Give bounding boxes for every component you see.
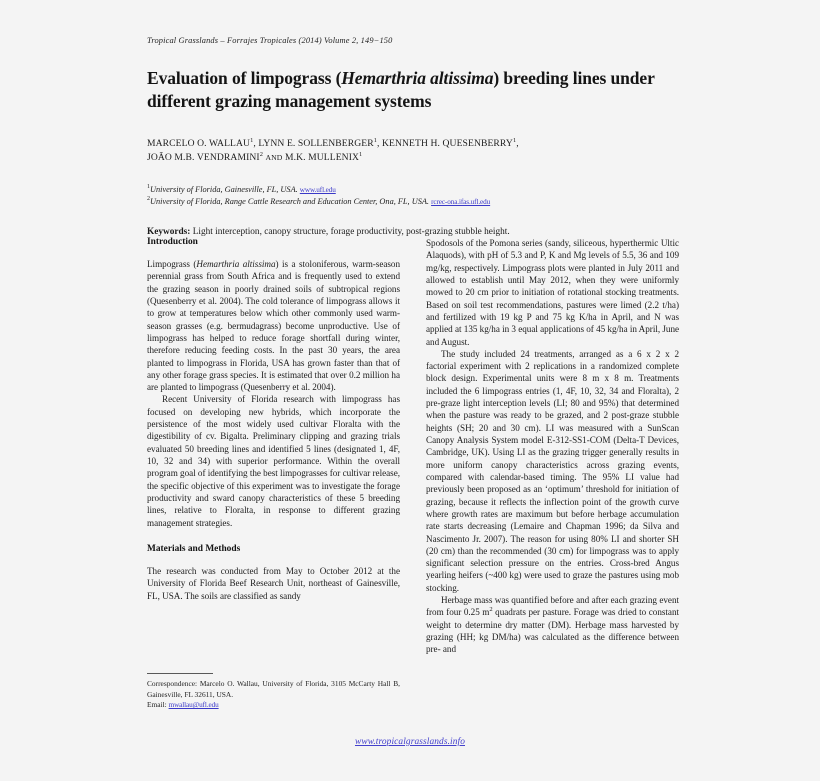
author-conjunction: AND [265, 152, 283, 162]
right-p3-superscript: 2 [489, 606, 493, 614]
right-paragraph-3 [426, 594, 679, 656]
correspondence-footnote [147, 673, 400, 711]
author-3: , KENNETH H. QUESENBERRY [377, 137, 513, 149]
keywords-value: Light interception, canopy structure, forage productivity, post-grazing stubble height. [192, 227, 510, 238]
author-line-1-comma: , [516, 137, 519, 149]
title-species-name: Hemarthria altissima [341, 68, 494, 88]
right-p3-part-1: Herbage mass was quantified before and after each grazing event from four 0.25 m [426, 595, 679, 618]
author-4: JOÃO M.B. VENDRAMINI [147, 151, 260, 163]
affiliation-1 [147, 184, 680, 197]
author-1: MARCELO O. WALLAU [147, 137, 251, 149]
right-column [426, 237, 679, 656]
affiliation-2-link[interactable]: rcrec-ona.ifas.ufl.edu [431, 198, 491, 207]
section-heading-materials-methods: Materials and Methods [147, 543, 241, 554]
author-list [147, 137, 680, 165]
right-paragraph-1: Spodosols of the Pomona series (sandy, siliceous, hyperthermic Ultic Alaquods), with pH of 5.3 and P, K and Mg levels of 5.5, 36 and 109 mg/kg, respectively. Limpograss plots were planted in July 2011 and allowed to establish until May 2012, when they were uniformly mowed to 20 cm prior to initiation of rotational stocking treatments. Based on soil test recommendations, pastures were limed (2.2 t/ha) and fertilized with 19 kg P and 75 kg K/ha in April, and N was applied at 135 kg/ha in 3 equal applications of 45 kg/ha in April, June and August. [426, 238, 680, 347]
title-part-1: Evaluation of limpograss ( [147, 68, 342, 88]
intro-paragraph-2: Recent University of Florida research with limpograss has focused on developing new hybrids, which incorporate the persistence of the most widely used cultivar Floralta with the digestibility of cv. Bigalta. Preliminary clipping and grazing trials evaluated 50 breeding lines and identified 5 lines (designated 1, 4F, 10, 32 and 34) with superior performance. Within the overall program goal of identifying the best limpograsses for cultivar release, the specific objective of this experiment was to investigate the forage productivity and sward canopy characteristics of these 5 breeding lines, relative to Floralta, in response to different grazing management strategies. [147, 394, 400, 528]
affiliation-1-link[interactable]: www.ufl.edu [299, 185, 336, 194]
affiliation-2 [147, 196, 680, 209]
intro-p1-species: Hemarthria altissima [196, 259, 276, 269]
journal-citation-line: Tropical Grasslands – Forrajes Tropicales (2014) Volume 2, 149−150 [147, 36, 393, 45]
page-footer [0, 731, 820, 749]
keywords-label: Keywords: [147, 227, 191, 238]
intro-paragraph-1 [147, 258, 400, 393]
author-5-affil-marker: 1 [359, 150, 363, 158]
paper-header [147, 36, 680, 239]
affiliation-1-text: University of Florida, Gainesville, FL, USA. [150, 184, 298, 194]
section-heading-introduction: Introduction [147, 237, 198, 247]
author-4-affil-marker: 2 [259, 150, 263, 158]
author-2: , LYNN E. SOLLENBERGER [253, 137, 374, 149]
author-1-affil-marker: 1 [250, 136, 254, 144]
footnote-text: Correspondence: Marcelo O. Wallau, University of Florida, 3105 McCarty Hall B, Gainesville, FL 32611, USA. [147, 679, 400, 699]
right-paragraph-2: The study included 24 treatments, arranged as a 6 x 2 x 2 factorial experiment with 2 replications in a randomized complete block design. Experimental units were 8 m x 8 m. Treatments included the 6 limpograss entries (1, 4F, 10, 32, 34 and Floralta), 2 pre-graze light interception levels (LI; 80 and 95%) that determined when the pasture was ready to be grazed, and 2 post-graze stubble heights (SH; 20 and 30 cm). LI was measured with a SunScan Canopy Analysis System model E-312-SS1-COM (Delta-T Devices, Cambridge, UK). Using LI as the grazing trigger generally results in more uniform canopy characteristics across grazing events, compared with calendar-based timing. The 95% LI value had previously been proposed as an ‘optimum’ threshold for initiation of grazing, because it reflects the inflection point of the growth curve where growth rates are maximum but before herbage accumulation rate starts decreasing (Lemaire and Chapman 1996; da Silva and Nascimento Jr. 2007). The reason for using 80% LI and shorter SH (20 cm) than the recommended (30 cm) for limpograss was to apply significant selection pressure on the entries. Cross-bred Angus yearling heifers (~400 kg) were used to graze the pastures using mob stocking. [426, 348, 679, 593]
intro-p1-part-1: Limpograss ( [147, 259, 197, 269]
page-title [147, 67, 680, 113]
title-part-2: ) breeding lines under different grazing management systems [147, 68, 655, 111]
affiliation-1-marker: 1 [147, 184, 150, 191]
footnote-email-label: Email: [147, 700, 167, 710]
footnote-divider [147, 673, 213, 674]
intro-p1-part-2: ) is a stoloniferous, warm-season perennial grass from South Africa and is frequently used to extend the grazing season in poorly drained soils of subtropical regions (Quesenberry et al. 2004). The cold tolerance of limpograss allows it to grow at temperatures below which other commonly used warm-season grasses (e.g. bermudagrass) become unproductive. Use of limpograss has helped to reduce forage shortfall during winter, therefore reducing feeding costs. In the past 30 years, the area planted to limpograss in Florida, USA has grown faster than that of any other forage grass species. It is estimated that over 0.2 million ha are planted to limpograss (Quesenberry et al. 2004). [147, 259, 400, 393]
left-column [147, 237, 400, 656]
affiliation-2-text: University of Florida, Range Cattle Research and Education Center, Ona, FL, USA. [150, 197, 429, 207]
footnote-email-link[interactable]: mwallau@ufl.edu [168, 701, 219, 710]
author-3-affil-marker: 1 [512, 136, 517, 144]
materials-paragraph-1: The research was conducted from May to October 2012 at the University of Florida Beef Research Unit, northeast of Gainesville, FL, USA. The soils are classified as sandy [147, 565, 400, 601]
footnote-email-line [147, 700, 400, 711]
right-p3-part-2: quadrats per pasture. Forage was dried to constant weight to determine dry matter (DM). Herbage mass harvested by grazing (HH; kg DM/ha) was calculated as the difference between pre- and [426, 607, 679, 655]
author-2-affil-marker: 1 [373, 136, 378, 144]
author-5: M.K. MULLENIX [284, 151, 360, 163]
footer-journal-url[interactable]: www.tropicalgrasslands.info [354, 737, 465, 747]
body-columns [147, 237, 680, 656]
affiliation-2-marker: 2 [147, 196, 150, 203]
